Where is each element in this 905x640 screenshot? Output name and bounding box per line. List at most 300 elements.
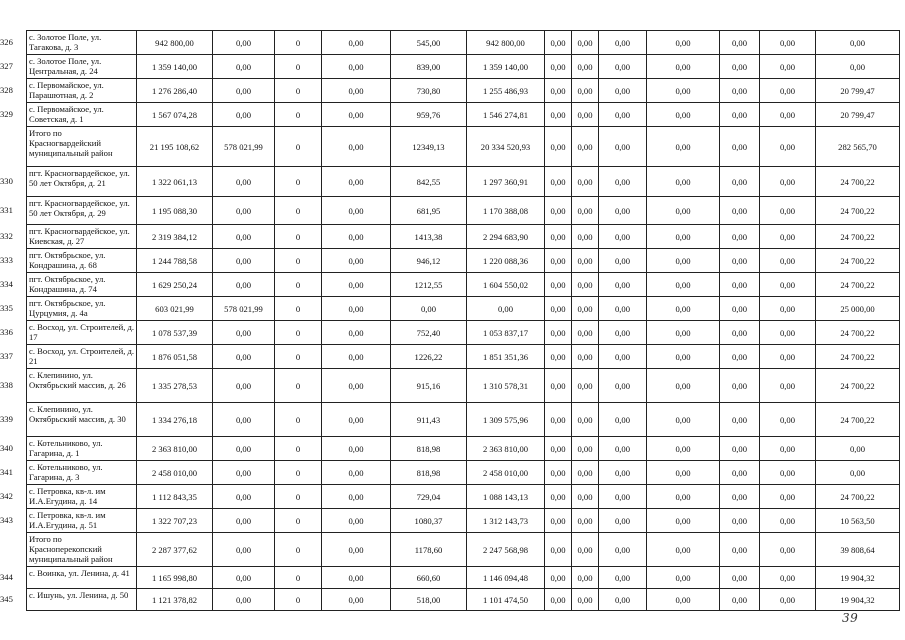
value-cell-10: 0,00 — [647, 589, 720, 611]
value-cell-3: 0 — [275, 369, 322, 403]
table-row — [27, 225, 900, 249]
value-cell-9: 0,00 — [599, 297, 647, 321]
value-cell-12: 0,00 — [760, 167, 816, 197]
table-row — [27, 485, 900, 509]
row-number: 337 — [0, 351, 13, 361]
value-cell-7: 0,00 — [545, 509, 572, 533]
value-cell-8: 0,00 — [572, 533, 599, 567]
value-cell-2: 0,00 — [213, 103, 275, 127]
table-row — [27, 167, 900, 197]
table-row — [27, 79, 900, 103]
value-cell-5: 842,55 — [391, 167, 467, 197]
address-cell: с. Петровка, кв-л. им И.А.Егудина, д. 51 — [27, 509, 137, 533]
value-cell-5: 818,98 — [391, 461, 467, 485]
value-cell-10: 0,00 — [647, 103, 720, 127]
value-cell-5: 660,60 — [391, 567, 467, 589]
value-cell-3: 0 — [275, 79, 322, 103]
value-cell-6: 1 546 274,81 — [467, 103, 545, 127]
value-cell-7: 0,00 — [545, 55, 572, 79]
address-cell: с. Котельниково, ул. Гагарина, д. 1 — [27, 437, 137, 461]
value-cell-11: 0,00 — [720, 509, 760, 533]
value-cell-13: 39 808,64 — [816, 533, 900, 567]
value-cell-8: 0,00 — [572, 249, 599, 273]
value-cell-12: 0,00 — [760, 567, 816, 589]
value-cell-8: 0,00 — [572, 485, 599, 509]
value-cell-9: 0,00 — [599, 345, 647, 369]
value-cell-3: 0 — [275, 509, 322, 533]
value-cell-6: 1 088 143,13 — [467, 485, 545, 509]
value-cell-2: 0,00 — [213, 31, 275, 55]
value-cell-10: 0,00 — [647, 197, 720, 225]
value-cell-1: 2 363 810,00 — [137, 437, 213, 461]
value-cell-12: 0,00 — [760, 225, 816, 249]
value-cell-4: 0,00 — [322, 167, 391, 197]
value-cell-13: 24 700,22 — [816, 345, 900, 369]
value-cell-10: 0,00 — [647, 567, 720, 589]
value-cell-10: 0,00 — [647, 79, 720, 103]
row-number: 344 — [0, 572, 13, 582]
value-cell-11: 0,00 — [720, 369, 760, 403]
table-row — [27, 345, 900, 369]
row-number: 328 — [0, 85, 13, 95]
table-row — [27, 297, 900, 321]
row-number: 341 — [0, 467, 13, 477]
value-cell-6: 1 053 837,17 — [467, 321, 545, 345]
row-number: 326 — [0, 37, 13, 47]
value-cell-8: 0,00 — [572, 79, 599, 103]
value-cell-3: 0 — [275, 567, 322, 589]
value-cell-2: 0,00 — [213, 369, 275, 403]
value-cell-13: 0,00 — [816, 31, 900, 55]
value-cell-2: 0,00 — [213, 461, 275, 485]
address-cell: с. Золотое Поле, ул. Тагакова, д. 3 — [27, 31, 137, 55]
value-cell-9: 0,00 — [599, 437, 647, 461]
address-cell: с. Воинка, ул. Ленина, д. 41 — [27, 567, 137, 589]
value-cell-7: 0,00 — [545, 167, 572, 197]
value-cell-6: 1 101 474,50 — [467, 589, 545, 611]
address-cell: с. Первомайское, ул. Парашютная, д. 2 — [27, 79, 137, 103]
value-cell-11: 0,00 — [720, 461, 760, 485]
value-cell-9: 0,00 — [599, 55, 647, 79]
address-cell: Итого по Красногвардейский муниципальный район — [27, 127, 137, 167]
value-cell-4: 0,00 — [322, 31, 391, 55]
value-cell-5: 1080,37 — [391, 509, 467, 533]
value-cell-4: 0,00 — [322, 533, 391, 567]
value-cell-9: 0,00 — [599, 567, 647, 589]
value-cell-13: 0,00 — [816, 437, 900, 461]
value-cell-9: 0,00 — [599, 31, 647, 55]
value-cell-11: 0,00 — [720, 79, 760, 103]
value-cell-8: 0,00 — [572, 103, 599, 127]
value-cell-1: 1 165 998,80 — [137, 567, 213, 589]
value-cell-6: 1 312 143,73 — [467, 509, 545, 533]
value-cell-9: 0,00 — [599, 485, 647, 509]
register-body — [27, 31, 900, 611]
value-cell-4: 0,00 — [322, 297, 391, 321]
table-row — [27, 567, 900, 589]
value-cell-1: 603 021,99 — [137, 297, 213, 321]
row-number: 334 — [0, 279, 13, 289]
value-cell-6: 1 170 388,08 — [467, 197, 545, 225]
value-cell-12: 0,00 — [760, 345, 816, 369]
value-cell-10: 0,00 — [647, 461, 720, 485]
value-cell-5: 729,04 — [391, 485, 467, 509]
value-cell-3: 0 — [275, 297, 322, 321]
row-number: 343 — [0, 515, 13, 525]
value-cell-11: 0,00 — [720, 167, 760, 197]
table-row — [27, 249, 900, 273]
value-cell-12: 0,00 — [760, 509, 816, 533]
value-cell-10: 0,00 — [647, 127, 720, 167]
value-cell-2: 0,00 — [213, 437, 275, 461]
value-cell-12: 0,00 — [760, 461, 816, 485]
value-cell-9: 0,00 — [599, 533, 647, 567]
value-cell-9: 0,00 — [599, 225, 647, 249]
value-cell-2: 578 021,99 — [213, 297, 275, 321]
table-row — [27, 197, 900, 225]
value-cell-2: 0,00 — [213, 55, 275, 79]
value-cell-11: 0,00 — [720, 31, 760, 55]
value-cell-3: 0 — [275, 589, 322, 611]
value-cell-10: 0,00 — [647, 509, 720, 533]
value-cell-5: 911,43 — [391, 403, 467, 437]
value-cell-13: 24 700,22 — [816, 485, 900, 509]
table-row — [27, 509, 900, 533]
row-number: 340 — [0, 443, 13, 453]
table-row — [27, 369, 900, 403]
value-cell-10: 0,00 — [647, 31, 720, 55]
value-cell-6: 2 294 683,90 — [467, 225, 545, 249]
value-cell-12: 0,00 — [760, 403, 816, 437]
value-cell-13: 24 700,22 — [816, 273, 900, 297]
subtotal-row — [27, 533, 900, 567]
value-cell-3: 0 — [275, 533, 322, 567]
value-cell-11: 0,00 — [720, 273, 760, 297]
value-cell-10: 0,00 — [647, 369, 720, 403]
value-cell-1: 1 334 276,18 — [137, 403, 213, 437]
value-cell-4: 0,00 — [322, 197, 391, 225]
value-cell-1: 2 287 377,62 — [137, 533, 213, 567]
value-cell-4: 0,00 — [322, 273, 391, 297]
address-cell: Итого по Красноперекопский муниципальный район — [27, 533, 137, 567]
value-cell-6: 1 220 088,36 — [467, 249, 545, 273]
value-cell-6: 2 247 568,98 — [467, 533, 545, 567]
address-cell: пгт. Октябрьское, ул. Кондрашина, д. 68 — [27, 249, 137, 273]
value-cell-5: 818,98 — [391, 437, 467, 461]
address-cell: с. Петровка, кв-л. им И.А.Егудина, д. 14 — [27, 485, 137, 509]
value-cell-11: 0,00 — [720, 321, 760, 345]
address-cell: с. Ишунь, ул. Ленина, д. 50 — [27, 589, 137, 611]
value-cell-1: 1 244 788,58 — [137, 249, 213, 273]
value-cell-4: 0,00 — [322, 369, 391, 403]
value-cell-9: 0,00 — [599, 103, 647, 127]
value-cell-4: 0,00 — [322, 249, 391, 273]
table-row — [27, 461, 900, 485]
value-cell-9: 0,00 — [599, 509, 647, 533]
value-cell-10: 0,00 — [647, 437, 720, 461]
value-cell-12: 0,00 — [760, 103, 816, 127]
value-cell-7: 0,00 — [545, 225, 572, 249]
value-cell-6: 1 309 575,96 — [467, 403, 545, 437]
value-cell-2: 0,00 — [213, 249, 275, 273]
value-cell-12: 0,00 — [760, 437, 816, 461]
row-number: 333 — [0, 255, 13, 265]
value-cell-11: 0,00 — [720, 345, 760, 369]
value-cell-3: 0 — [275, 31, 322, 55]
value-cell-5: 1178,60 — [391, 533, 467, 567]
value-cell-1: 942 800,00 — [137, 31, 213, 55]
value-cell-3: 0 — [275, 127, 322, 167]
value-cell-10: 0,00 — [647, 249, 720, 273]
value-cell-1: 2 319 384,12 — [137, 225, 213, 249]
value-cell-2: 0,00 — [213, 403, 275, 437]
value-cell-4: 0,00 — [322, 461, 391, 485]
value-cell-13: 10 563,50 — [816, 509, 900, 533]
value-cell-1: 1 276 286,40 — [137, 79, 213, 103]
value-cell-5: 959,76 — [391, 103, 467, 127]
value-cell-8: 0,00 — [572, 31, 599, 55]
value-cell-7: 0,00 — [545, 369, 572, 403]
value-cell-7: 0,00 — [545, 127, 572, 167]
value-cell-12: 0,00 — [760, 297, 816, 321]
value-cell-12: 0,00 — [760, 127, 816, 167]
value-cell-4: 0,00 — [322, 225, 391, 249]
value-cell-8: 0,00 — [572, 345, 599, 369]
address-cell: с. Клепинино, ул. Октябрьский массив, д. 30 — [27, 403, 137, 437]
value-cell-2: 0,00 — [213, 509, 275, 533]
value-cell-12: 0,00 — [760, 589, 816, 611]
value-cell-10: 0,00 — [647, 403, 720, 437]
value-cell-3: 0 — [275, 197, 322, 225]
value-cell-1: 1 322 707,23 — [137, 509, 213, 533]
value-cell-7: 0,00 — [545, 403, 572, 437]
value-cell-10: 0,00 — [647, 321, 720, 345]
value-cell-13: 24 700,22 — [816, 249, 900, 273]
value-cell-7: 0,00 — [545, 79, 572, 103]
value-cell-6: 1 255 486,93 — [467, 79, 545, 103]
value-cell-2: 0,00 — [213, 167, 275, 197]
value-cell-7: 0,00 — [545, 31, 572, 55]
value-cell-1: 1 876 051,58 — [137, 345, 213, 369]
value-cell-10: 0,00 — [647, 345, 720, 369]
register-table — [26, 30, 900, 611]
address-cell: с. Восход, ул. Строителей, д. 17 — [27, 321, 137, 345]
value-cell-3: 0 — [275, 437, 322, 461]
value-cell-2: 0,00 — [213, 79, 275, 103]
value-cell-3: 0 — [275, 167, 322, 197]
value-cell-1: 21 195 108,62 — [137, 127, 213, 167]
value-cell-7: 0,00 — [545, 533, 572, 567]
value-cell-4: 0,00 — [322, 127, 391, 167]
value-cell-9: 0,00 — [599, 167, 647, 197]
value-cell-8: 0,00 — [572, 589, 599, 611]
value-cell-2: 578 021,99 — [213, 127, 275, 167]
row-number: 331 — [0, 205, 13, 215]
value-cell-8: 0,00 — [572, 509, 599, 533]
value-cell-5: 730,80 — [391, 79, 467, 103]
value-cell-8: 0,00 — [572, 567, 599, 589]
handwritten-page-mark: 39 — [842, 611, 859, 625]
value-cell-10: 0,00 — [647, 167, 720, 197]
value-cell-12: 0,00 — [760, 31, 816, 55]
value-cell-12: 0,00 — [760, 321, 816, 345]
value-cell-12: 0,00 — [760, 369, 816, 403]
value-cell-1: 2 458 010,00 — [137, 461, 213, 485]
value-cell-7: 0,00 — [545, 345, 572, 369]
value-cell-4: 0,00 — [322, 403, 391, 437]
value-cell-3: 0 — [275, 273, 322, 297]
value-cell-13: 24 700,22 — [816, 321, 900, 345]
row-number: 338 — [0, 380, 13, 390]
value-cell-1: 1 195 088,30 — [137, 197, 213, 225]
address-cell: с. Клепинино, ул. Октябрьский массив, д. 26 — [27, 369, 137, 403]
value-cell-6: 942 800,00 — [467, 31, 545, 55]
value-cell-10: 0,00 — [647, 225, 720, 249]
value-cell-11: 0,00 — [720, 485, 760, 509]
value-cell-8: 0,00 — [572, 197, 599, 225]
value-cell-1: 1 359 140,00 — [137, 55, 213, 79]
value-cell-12: 0,00 — [760, 79, 816, 103]
value-cell-2: 0,00 — [213, 567, 275, 589]
value-cell-9: 0,00 — [599, 403, 647, 437]
table-row — [27, 273, 900, 297]
value-cell-11: 0,00 — [720, 567, 760, 589]
value-cell-4: 0,00 — [322, 55, 391, 79]
value-cell-5: 0,00 — [391, 297, 467, 321]
table-row — [27, 31, 900, 55]
value-cell-3: 0 — [275, 55, 322, 79]
value-cell-5: 915,16 — [391, 369, 467, 403]
value-cell-6: 2 458 010,00 — [467, 461, 545, 485]
value-cell-6: 2 363 810,00 — [467, 437, 545, 461]
address-cell: пгт. Красногвардейское, ул. 50 лет Октября, д. 21 — [27, 167, 137, 197]
value-cell-3: 0 — [275, 461, 322, 485]
value-cell-11: 0,00 — [720, 249, 760, 273]
value-cell-2: 0,00 — [213, 321, 275, 345]
value-cell-6: 1 359 140,00 — [467, 55, 545, 79]
value-cell-5: 518,00 — [391, 589, 467, 611]
value-cell-6: 1 851 351,36 — [467, 345, 545, 369]
value-cell-12: 0,00 — [760, 273, 816, 297]
value-cell-11: 0,00 — [720, 533, 760, 567]
value-cell-10: 0,00 — [647, 297, 720, 321]
row-number: 329 — [0, 109, 13, 119]
value-cell-13: 20 799,47 — [816, 79, 900, 103]
address-cell: с. Восход, ул. Строителей, д. 21 — [27, 345, 137, 369]
value-cell-13: 282 565,70 — [816, 127, 900, 167]
address-cell: с. Первомайское, ул. Советская, д. 1 — [27, 103, 137, 127]
value-cell-9: 0,00 — [599, 273, 647, 297]
value-cell-3: 0 — [275, 345, 322, 369]
value-cell-4: 0,00 — [322, 437, 391, 461]
value-cell-2: 0,00 — [213, 273, 275, 297]
value-cell-3: 0 — [275, 249, 322, 273]
value-cell-10: 0,00 — [647, 273, 720, 297]
value-cell-13: 20 799,47 — [816, 103, 900, 127]
table-row — [27, 103, 900, 127]
value-cell-11: 0,00 — [720, 437, 760, 461]
value-cell-3: 0 — [275, 403, 322, 437]
value-cell-6: 1 310 578,31 — [467, 369, 545, 403]
value-cell-11: 0,00 — [720, 225, 760, 249]
value-cell-2: 0,00 — [213, 485, 275, 509]
value-cell-7: 0,00 — [545, 297, 572, 321]
subtotal-row — [27, 127, 900, 167]
value-cell-11: 0,00 — [720, 297, 760, 321]
value-cell-10: 0,00 — [647, 485, 720, 509]
value-cell-2: 0,00 — [213, 197, 275, 225]
value-cell-8: 0,00 — [572, 55, 599, 79]
value-cell-6: 20 334 520,93 — [467, 127, 545, 167]
value-cell-13: 24 700,22 — [816, 167, 900, 197]
value-cell-2: 0,00 — [213, 225, 275, 249]
row-number: 342 — [0, 491, 13, 501]
value-cell-2: 0,00 — [213, 345, 275, 369]
value-cell-5: 752,40 — [391, 321, 467, 345]
value-cell-4: 0,00 — [322, 509, 391, 533]
value-cell-5: 1226,22 — [391, 345, 467, 369]
value-cell-4: 0,00 — [322, 567, 391, 589]
value-cell-13: 24 700,22 — [816, 225, 900, 249]
value-cell-5: 681,95 — [391, 197, 467, 225]
value-cell-12: 0,00 — [760, 55, 816, 79]
value-cell-9: 0,00 — [599, 589, 647, 611]
value-cell-8: 0,00 — [572, 273, 599, 297]
value-cell-11: 0,00 — [720, 55, 760, 79]
value-cell-4: 0,00 — [322, 589, 391, 611]
row-number: 327 — [0, 61, 13, 71]
value-cell-13: 24 700,22 — [816, 403, 900, 437]
value-cell-5: 12349,13 — [391, 127, 467, 167]
value-cell-12: 0,00 — [760, 533, 816, 567]
value-cell-12: 0,00 — [760, 197, 816, 225]
value-cell-6: 1 146 094,48 — [467, 567, 545, 589]
value-cell-7: 0,00 — [545, 589, 572, 611]
value-cell-3: 0 — [275, 225, 322, 249]
value-cell-1: 1 335 278,53 — [137, 369, 213, 403]
value-cell-13: 0,00 — [816, 55, 900, 79]
value-cell-10: 0,00 — [647, 533, 720, 567]
table-row — [27, 55, 900, 79]
row-number: 339 — [0, 414, 13, 424]
value-cell-9: 0,00 — [599, 197, 647, 225]
table-row — [27, 437, 900, 461]
value-cell-8: 0,00 — [572, 461, 599, 485]
value-cell-9: 0,00 — [599, 321, 647, 345]
address-cell: пгт. Октябрьское, ул. Цурцумия, д. 4а — [27, 297, 137, 321]
value-cell-7: 0,00 — [545, 437, 572, 461]
table-row — [27, 589, 900, 611]
value-cell-13: 0,00 — [816, 461, 900, 485]
value-cell-8: 0,00 — [572, 437, 599, 461]
value-cell-7: 0,00 — [545, 249, 572, 273]
value-cell-5: 839,00 — [391, 55, 467, 79]
address-cell: пгт. Красногвардейское, ул. Киевская, д. 27 — [27, 225, 137, 249]
value-cell-1: 1 322 061,13 — [137, 167, 213, 197]
address-cell: пгт. Красногвардейское, ул. 50 лет Октября, д. 29 — [27, 197, 137, 225]
value-cell-8: 0,00 — [572, 167, 599, 197]
value-cell-11: 0,00 — [720, 103, 760, 127]
row-number: 336 — [0, 327, 13, 337]
value-cell-8: 0,00 — [572, 225, 599, 249]
value-cell-2: 0,00 — [213, 589, 275, 611]
value-cell-6: 0,00 — [467, 297, 545, 321]
value-cell-7: 0,00 — [545, 321, 572, 345]
value-cell-8: 0,00 — [572, 127, 599, 167]
value-cell-9: 0,00 — [599, 461, 647, 485]
value-cell-5: 545,00 — [391, 31, 467, 55]
table-row — [27, 321, 900, 345]
